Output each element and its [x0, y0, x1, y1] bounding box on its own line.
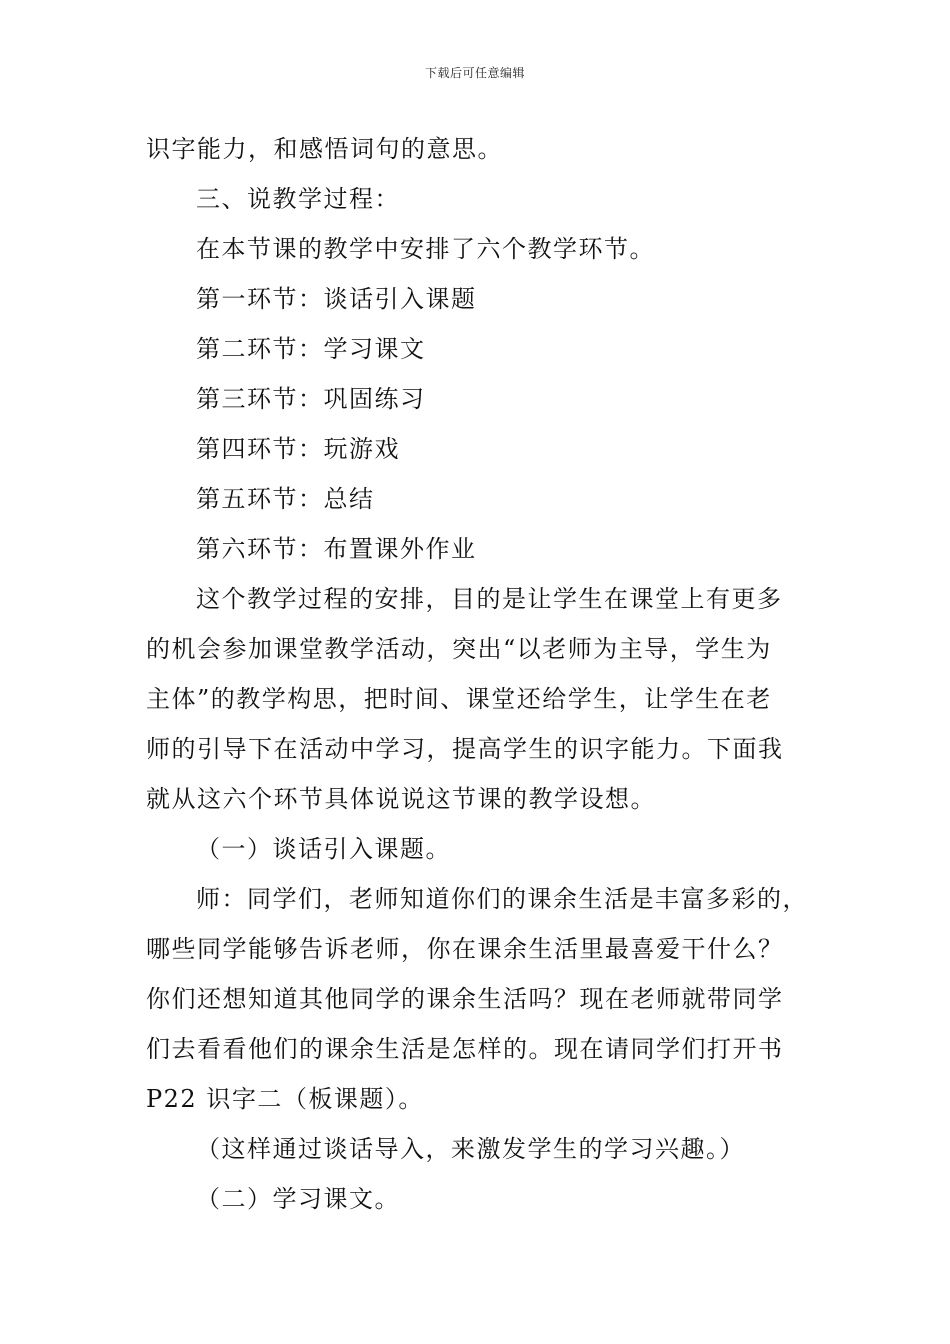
list-item: 第五环节：总结 [196, 485, 375, 513]
paragraph-line: 识字能力，和感悟词句的意思。 [146, 135, 503, 163]
paragraph-line: 哪些同学能够告诉老师，你在课余生活里最喜爱干什么？ [146, 935, 784, 963]
paragraph-line: 在本节课的教学中安排了六个教学环节。 [196, 235, 655, 263]
paragraph-line: 主体”的教学构思，把时间、课堂还给学生，让学生在老 [146, 685, 772, 713]
paragraph-line: 这个教学过程的安排，目的是让学生在课堂上有更多 [196, 585, 783, 613]
section-heading: 三、说教学过程： [196, 185, 400, 213]
list-item: 第四环节：玩游戏 [196, 435, 400, 463]
paragraph-line: 你们还想知道其他同学的课余生活吗？现在老师就带同学 [146, 985, 784, 1013]
paragraph-line: 们去看看他们的课余生活是怎样的。现在请同学们打开书 [146, 1035, 784, 1063]
list-item: 第二环节：学习课文 [196, 335, 426, 363]
paragraph-line: 就从这六个环节具体说说这节课的教学设想。 [146, 785, 656, 813]
paragraph-line: P22 识字二（板课题）。 [146, 1085, 424, 1113]
paragraph-line: 师：同学们，老师知道你们的课余生活是丰富多彩的， [196, 885, 808, 913]
subsection-heading: （二）学习课文。 [196, 1185, 400, 1213]
page-header: 下载后可任意编辑 [424, 66, 525, 80]
list-item: 第一环节：谈话引入课题 [196, 285, 477, 313]
subsection-heading: （一）谈话引入课题。 [196, 835, 451, 863]
paragraph-line: 师的引导下在活动中学习，提高学生的识字能力。下面我 [146, 735, 784, 763]
paragraph-line: （这样通过谈话导入，来激发学生的学习兴趣。） [196, 1135, 745, 1163]
list-item: 第六环节：布置课外作业 [196, 535, 477, 563]
paragraph-line: 的机会参加课堂教学活动，突出“以老师为主导，学生为 [146, 635, 772, 663]
list-item: 第三环节：巩固练习 [196, 385, 426, 413]
